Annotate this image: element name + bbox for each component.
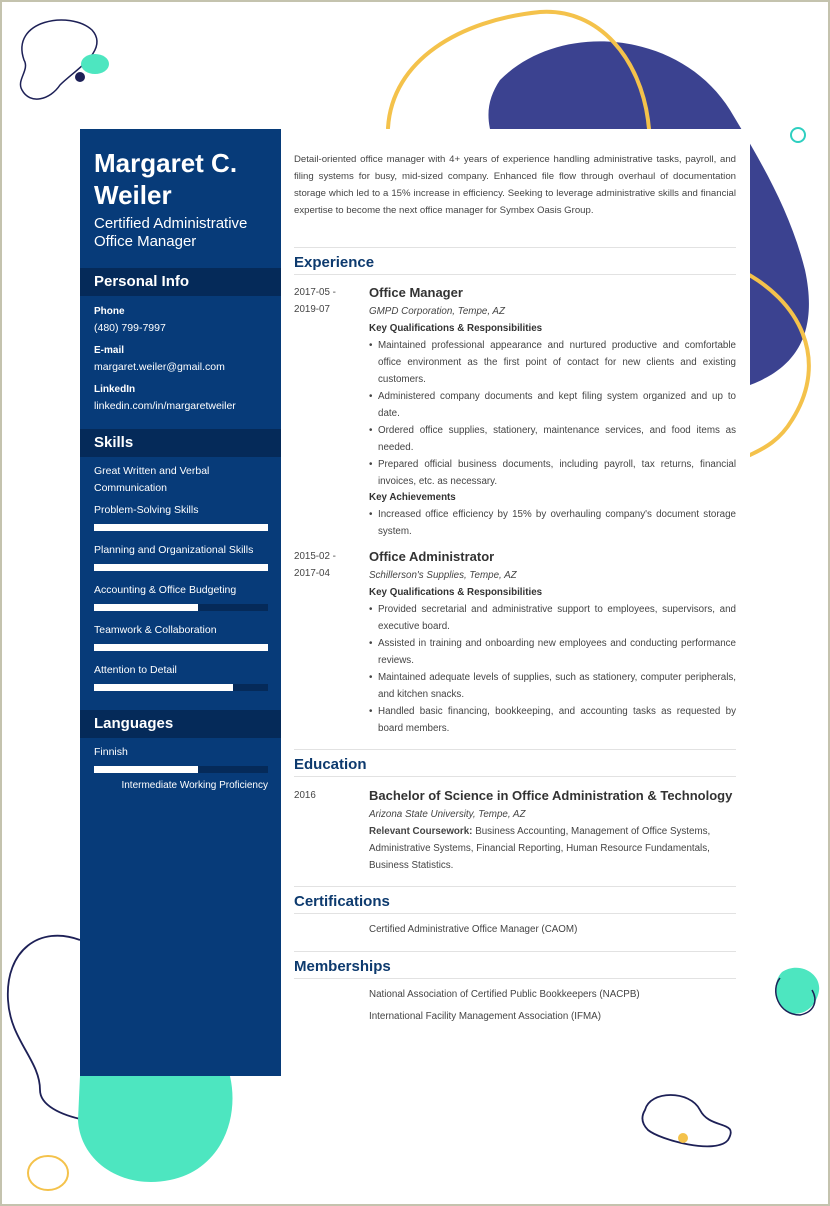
skill-level-fill: [94, 684, 233, 691]
job-date-start: 2015-02 -: [294, 551, 336, 562]
coursework: [369, 823, 736, 874]
skill-name: Great Written and Verbal Communication: [94, 465, 210, 494]
language-name: Finnish: [94, 746, 128, 758]
memberships-heading: Memberships: [294, 958, 391, 975]
job-date-end: 2019-07: [294, 304, 330, 315]
coursework-label: Relevant Coursework:: [369, 826, 473, 837]
list-item: • Handled basic financing, bookkeeping, and accounting tasks as requested by board members.: [369, 703, 736, 737]
personal-info-heading: Personal Info: [80, 268, 281, 296]
yellow-dot-bottom-right: [678, 1133, 688, 1143]
coursework-list: Business Accounting, Management of Office Systems, Administrative Systems, Financial Reporting, Human Resource Fundamentals, Business Statistics.: [369, 826, 711, 871]
list-item: • Assisted in training and onboarding new employees and conducting performance reviews.: [369, 635, 736, 669]
divider: [294, 978, 736, 979]
job-date: [294, 284, 354, 318]
job-title: Office Administrator: [369, 549, 495, 564]
list-item: • Prepared official business documents, including payroll, tax returns, financial invoices, etc. as necessary.: [369, 456, 736, 490]
membership-item: National Association of Certified Public Bookkeepers (NACPB): [369, 989, 640, 1000]
qualifications-heading: Key Qualifications & Responsibilities: [369, 323, 543, 334]
divider: [294, 951, 736, 952]
skill-level-bar: [94, 604, 268, 611]
degree-title: Bachelor of Science in Office Administration & Technology: [369, 788, 733, 803]
skill-name: Problem-Solving Skills: [94, 504, 199, 516]
phone-value: (480) 799-7997: [94, 322, 166, 334]
summary: Detail-oriented office manager with 4+ years of experience handling administrative tasks, payroll, and filing systems for busy, mid-sized company. Enhanced file flow through overhaul of documentation storage which led to a 15% increase in efficiency. Seeking to leverage administrative skills and financial expertise to become the next office manager for Symbex Oasis Group.: [294, 154, 736, 216]
email-value[interactable]: margaret.weiler@gmail.com: [94, 361, 225, 373]
responsibilities-list: [369, 601, 736, 737]
responsibilities-list: [369, 337, 736, 490]
teal-blob-bottom-left: [78, 1076, 233, 1182]
language-level-fill: [94, 766, 198, 773]
list-item: • Administered company documents and kept filing system organized and up to date.: [369, 388, 736, 422]
school-name: Arizona State University, Tempe, AZ: [369, 809, 526, 820]
phone-label: Phone: [94, 306, 125, 317]
education-date: 2016: [294, 790, 316, 801]
languages-heading: Languages: [80, 710, 281, 738]
job-date-start: 2017-05 -: [294, 287, 336, 298]
skill-level-fill: [94, 524, 268, 531]
list-item: • Maintained adequate levels of supplies, such as stationery, computer peripherals, and kitchen snacks.: [369, 669, 736, 703]
skill-level-bar: [94, 564, 268, 571]
yellow-ring-bottom-left: [28, 1156, 68, 1190]
skill-name: Planning and Organizational Skills: [94, 544, 254, 556]
job-company: Schillerson's Supplies, Tempe, AZ: [369, 570, 517, 581]
linkedin-label: LinkedIn: [94, 384, 136, 395]
skill-level-bar: [94, 524, 268, 531]
achievements-list: [369, 506, 736, 540]
achievements-heading: Key Achievements: [369, 492, 456, 503]
resume: [80, 129, 750, 1076]
job-date-end: 2017-04: [294, 568, 330, 579]
candidate-title: Certified Administrative Office Manager: [94, 215, 248, 250]
experience-heading: Experience: [294, 254, 375, 271]
education-heading: Education: [294, 756, 367, 773]
qualifications-heading: Key Qualifications & Responsibilities: [369, 587, 543, 598]
divider: [294, 776, 736, 777]
certifications-heading: Certifications: [294, 893, 390, 910]
language-level-bar: [94, 766, 268, 773]
teal-ring-right: [791, 128, 805, 142]
main-content: [281, 129, 750, 1076]
skill-name: Teamwork & Collaboration: [94, 624, 217, 636]
navy-dot-top-left: [75, 72, 85, 82]
language-level-label: Intermediate Working Proficiency: [121, 780, 268, 791]
list-item: • Ordered office supplies, stationery, maintenance services, and food items as needed.: [369, 422, 736, 456]
teal-dot-top-left: [81, 54, 109, 74]
divider: [294, 274, 736, 275]
list-item: • Maintained professional appearance and nurtured productive and comfortable office environment as the first point of contact for new clients and existing customers.: [369, 337, 736, 388]
job-date: [294, 548, 354, 582]
skill-level-bar: [94, 644, 268, 651]
email-label: E-mail: [94, 345, 125, 356]
job-company: GMPD Corporation, Tempe, AZ: [369, 306, 505, 317]
skill-level-fill: [94, 604, 198, 611]
certification-item: Certified Administrative Office Manager (CAOM): [369, 924, 578, 935]
skill-level-bar: [94, 684, 268, 691]
list-item: • Increased office efficiency by 15% by overhauling company's document storage system.: [369, 506, 736, 540]
list-item: • Provided secretarial and administrative support to employees, supervisors, and executive board.: [369, 601, 736, 635]
divider: [294, 913, 736, 914]
candidate-name: Margaret C. Weiler: [94, 148, 238, 210]
skill-name: Accounting & Office Budgeting: [94, 584, 237, 596]
membership-item: International Facility Management Association (IFMA): [369, 1011, 601, 1022]
divider: [294, 247, 736, 248]
skill-level-fill: [94, 564, 268, 571]
linkedin-value[interactable]: linkedin.com/in/margaretweiler: [94, 400, 236, 412]
job-title: Office Manager: [369, 285, 463, 300]
skill-level-fill: [94, 644, 268, 651]
sidebar: [80, 129, 281, 1076]
divider: [294, 749, 736, 750]
skills-heading: Skills: [80, 429, 281, 457]
skill-name: Attention to Detail: [94, 664, 177, 676]
divider: [294, 886, 736, 887]
